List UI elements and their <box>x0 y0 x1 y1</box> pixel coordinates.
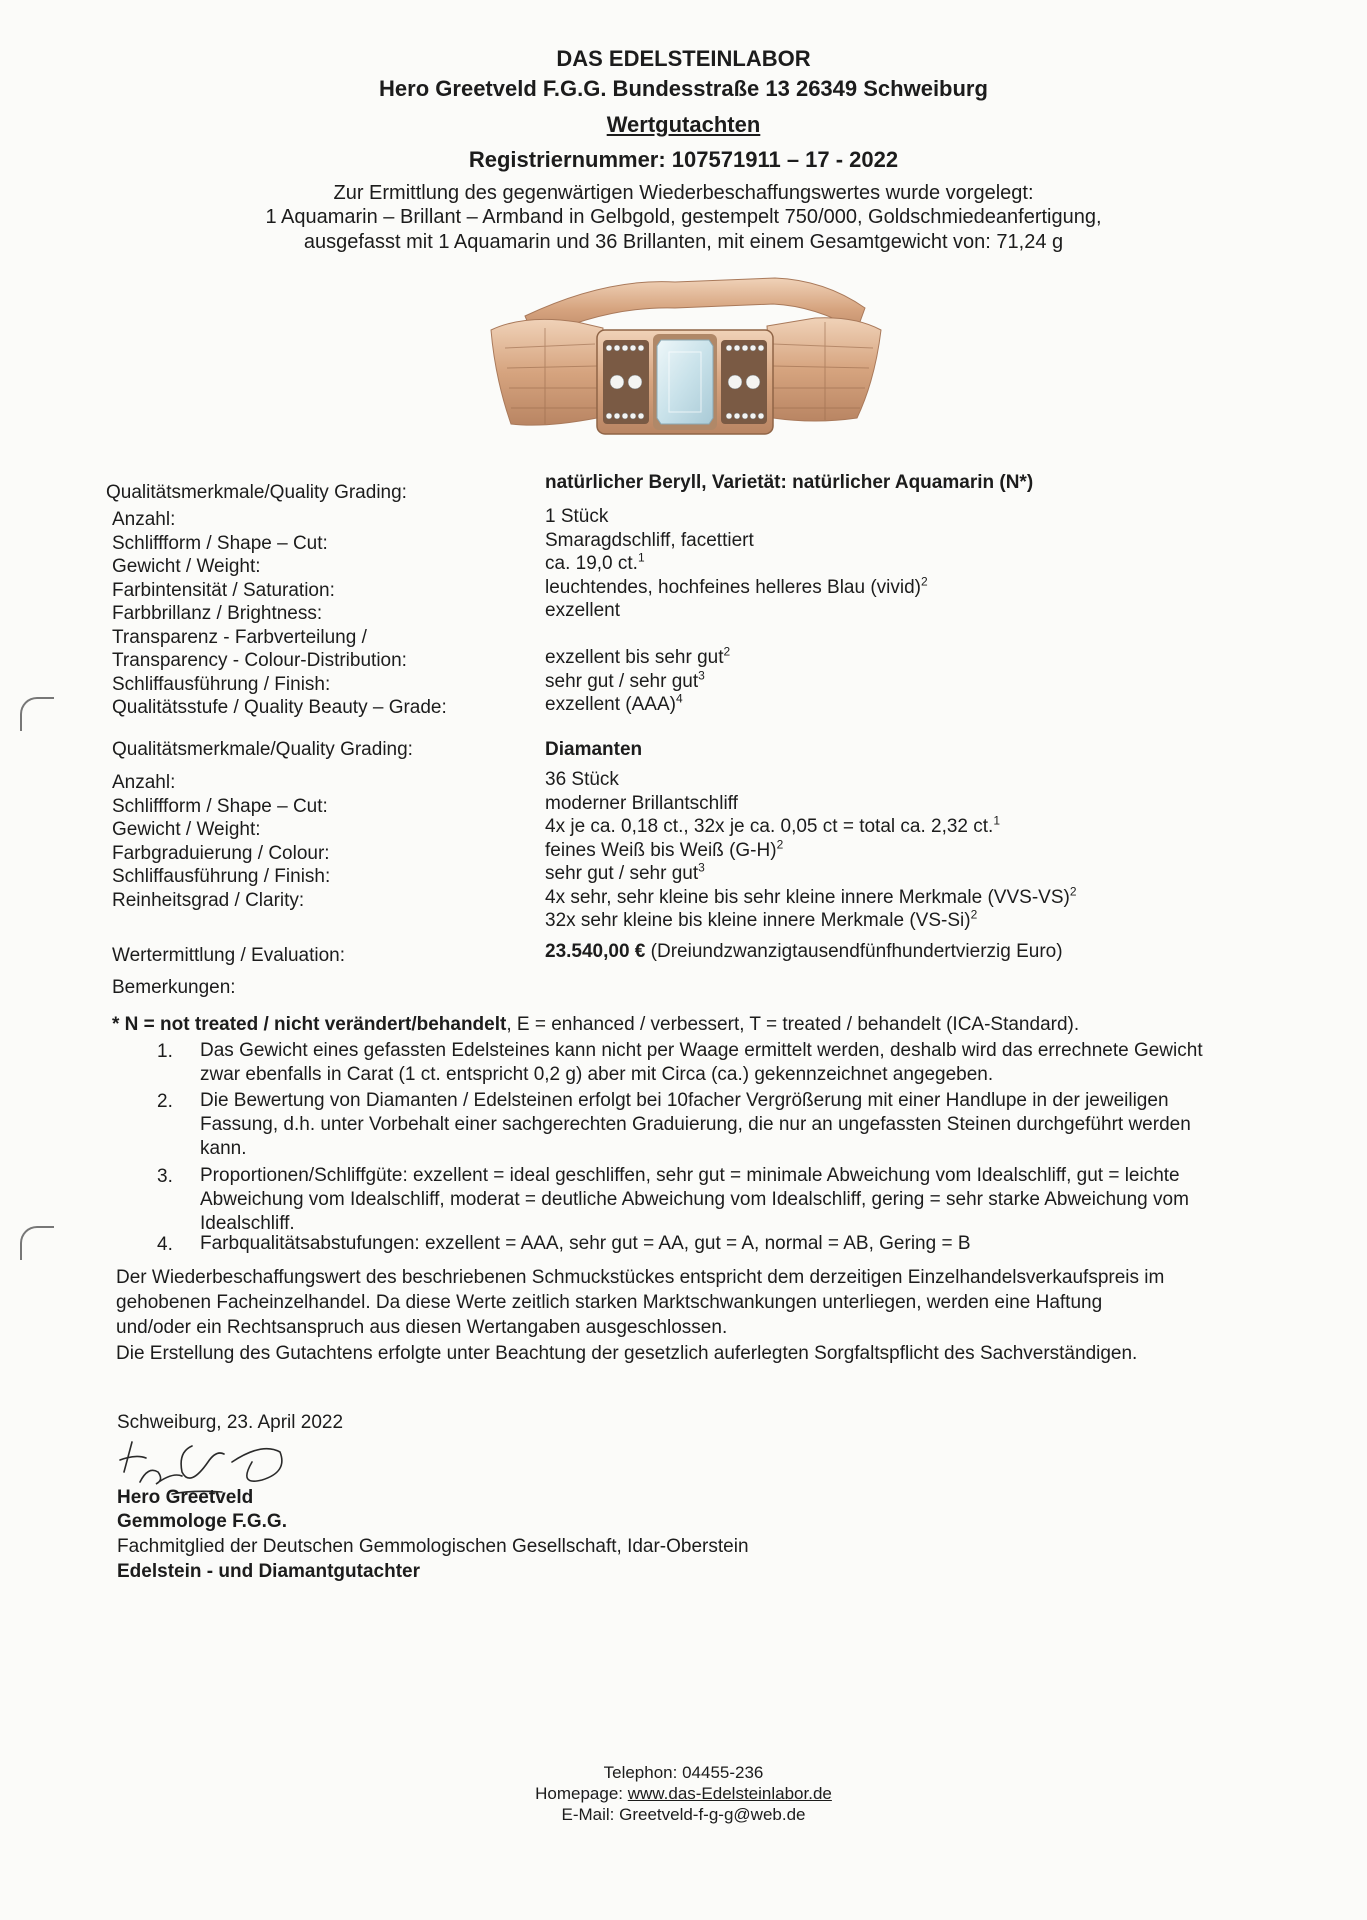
aquamarine-row-value <box>545 552 645 575</box>
document-type: Wertgutachten <box>606 112 761 137</box>
aquamarine-row-value <box>545 529 754 552</box>
aquamarine-row-label: Qualitätsstufe / Quality Beauty – Grade: <box>112 697 447 718</box>
aquamarine-row-label: Farbintensität / Saturation: <box>112 579 335 601</box>
legend-bold: * N = not treated / nicht verändert/behandelt <box>112 1014 507 1035</box>
aquamarine-row-footnote-ref: 2 <box>723 644 731 659</box>
diamond-row-value <box>545 886 1077 909</box>
aquamarine-grading-label: Qualitätsmerkmale/Quality Grading: <box>106 482 407 503</box>
aquamarine-row-footnote-ref: 1 <box>637 550 645 565</box>
bracelet-photo <box>485 268 885 460</box>
diamond-row-footnote-ref: 1 <box>993 813 1001 828</box>
diamond-row-label: Schliffausführung / Finish: <box>112 866 331 887</box>
intro-line-2: 1 Aquamarin – Brillant – Armband in Gelbgold, gestempelt 750/000, Goldschmiedeanfertigung, <box>265 206 1102 228</box>
aquamarine-row-label: Anzahl: <box>112 509 176 530</box>
aquamarine-grading-value: natürlicher Beryll, Varietät: natürlicher Aquamarin (N*) <box>545 472 1034 493</box>
aquamarine-row-label: Schliffform / Shape – Cut: <box>112 532 328 554</box>
footer-homepage-label: Homepage: <box>535 1784 628 1803</box>
footnote-2-text: Die Bewertung von Diamanten / Edelsteinen erfolgt bei 10facher Vergrößerung mit einer Handlupe in der jeweiligen Fassung, d.h. unter Vorbehalt einer sachgerechten Graduierung, die nur an ungefassten Steinen durchgeführt werden kann. <box>200 1090 1191 1159</box>
aquamarine-row-value-text: leuchtendes, hochfeines helleres Blau (vivid) <box>545 576 921 598</box>
diamond-row-value <box>545 909 977 932</box>
remarks-label: Bemerkungen: <box>112 977 236 998</box>
diamond-row-value-text: 4x sehr, sehr kleine bis sehr kleine innere Merkmale (VVS-VS) <box>545 886 1070 908</box>
registration-number: Registriernummer: 107571911 – 17 - 2022 <box>468 147 899 172</box>
diamond-row-value <box>545 862 705 885</box>
diamond-row-value-text: 4x je ca. 0,18 ct., 32x je ca. 0,05 ct = total ca. 2,32 ct. <box>545 816 994 837</box>
footer-phone: Telephon: 04455-236 <box>603 1763 764 1782</box>
diamond-row-value-text: feines Weiß bis Weiß (G-H) <box>545 839 777 861</box>
aquamarine-row-value-text: 1 Stück <box>545 506 609 527</box>
aquamarine-row-value-text: exzellent <box>545 600 620 621</box>
diamond-row-footnote-ref: 3 <box>698 860 705 875</box>
diamond-row-value <box>545 768 619 791</box>
aquamarine-row-footnote-ref: 2 <box>921 574 928 589</box>
diamond-row-footnote-ref: 2 <box>1069 884 1077 899</box>
diamond-row-footnote-ref: 2 <box>970 907 978 922</box>
evaluation-label: Wertermittlung / Evaluation: <box>112 945 346 966</box>
signatory-membership: Fachmitglied der Deutschen Gemmologischen Gesellschaft, Idar-Oberstein <box>117 1536 749 1557</box>
footnote-3-number: 3. <box>157 1166 173 1187</box>
diamond-grading-label: Qualitätsmerkmale/Quality Grading: <box>112 739 413 760</box>
signatory-role: Edelstein - und Diamantgutachter <box>117 1561 420 1582</box>
intro-line-1: Zur Ermittlung des gegenwärtigen Wiederbeschaffungswertes wurde vorgelegt: <box>333 182 1034 204</box>
diamond-row-label: Farbgraduierung / Colour: <box>112 842 330 864</box>
evaluation-amount-words: (Dreiundzwanzigtausendfünfhundertvierzig Euro) <box>650 941 1063 962</box>
aquamarine-row-label: Schliffausführung / Finish: <box>112 673 331 695</box>
aquamarine-row-footnote-ref: 3 <box>698 668 705 683</box>
homepage-link[interactable]: www.das-Edelsteinlabor.de <box>627 1784 832 1803</box>
diamond-row-value-text: sehr gut / sehr gut <box>545 863 699 884</box>
diamond-row-value-text: moderner Brillantschliff <box>545 792 738 814</box>
diamond-row-value <box>545 792 738 815</box>
punch-hole-bottom <box>20 1226 54 1260</box>
aquamarine-row-value <box>545 670 705 693</box>
disclaimer-paragraph: Der Wiederbeschaffungswert des beschriebenen Schmuckstückes entspricht dem derzeitigen Einzelhandelsverkaufspreis im gehobenen Facheinzelhandel. Da diese Werte zeitlich starken Marktschwankungen unterliegen, werden eine Haftung und/oder ein Rechtsanspruch aus diesen Wertangaben ausgeschlossen. <box>116 1267 1165 1338</box>
diamond-grading-value: Diamanten <box>545 739 643 760</box>
signatory-title: Gemmologe F.G.G. <box>117 1511 287 1532</box>
aquamarine-row-value-text: ca. 19,0 ct. <box>545 553 638 574</box>
diamond-row-footnote-ref: 2 <box>776 837 784 852</box>
place-date: Schweiburg, 23. April 2022 <box>117 1412 344 1433</box>
footnote-3-text: Proportionen/Schliffgüte: exzellent = ideal geschliffen, sehr gut = minimale Abweichung vom Idealschliff, gut = leichte Abweichung vom Idealschliff, moderat = deutliche Abweichung vom Idealschliff, gering = sehr starke Abweichung vom Idealschliff. <box>200 1165 1189 1234</box>
diamond-row-label: Schliffform / Shape – Cut: <box>112 795 328 817</box>
aquamarine-row-value <box>545 599 620 622</box>
evaluation-amount: 23.540,00 € <box>545 941 646 962</box>
aquamarine-row-label: Gewicht / Weight: <box>112 556 261 577</box>
aquamarine-row-footnote-ref: 4 <box>675 691 683 706</box>
aquamarine-row-value <box>545 646 730 669</box>
footnote-1-number: 1. <box>157 1041 173 1062</box>
signatory-name: Hero Greetveld <box>117 1487 254 1508</box>
aquamarine-row-value-text: sehr gut / sehr gut <box>545 670 699 692</box>
aquamarine-row-label: Transparenz - Farbverteilung / <box>112 626 367 648</box>
lab-name: DAS EDELSTEINLABOR <box>556 46 811 71</box>
aquamarine-row-label: Transparency - Colour-Distribution: <box>112 650 407 671</box>
footer-homepage <box>0 1784 1367 1804</box>
treatment-legend <box>112 1013 1079 1037</box>
aquamarine-row-value <box>545 693 683 716</box>
footer-email: E-Mail: Greetveld-f-g-g@web.de <box>561 1805 806 1824</box>
footnote-1-text: Das Gewicht eines gefassten Edelsteines kann nicht per Waage ermittelt werden, deshalb wird das errechnete Gewicht zwar ebenfalls in Carat (1 ct. entspricht 0,2 g) aber mit Circa (ca.) gekennzeichnet angegeben. <box>200 1040 1203 1085</box>
footnote-4-text: Farbqualitätsabstufungen: exzellent = AAA, sehr gut = AA, gut = A, normal = AB, Gering = B <box>200 1233 971 1254</box>
diamond-row-value <box>545 815 1000 838</box>
diamond-row-label: Reinheitsgrad / Clarity: <box>112 889 305 911</box>
diligence-paragraph: Die Erstellung des Gutachtens erfolgte unter Beachtung der gesetzlich auferlegten Sorgfaltspflicht des Sachverständigen. <box>116 1343 1138 1364</box>
diamond-row-label: Anzahl: <box>112 772 176 793</box>
aquamarine-row-label: Farbbrillanz / Brightness: <box>112 603 323 624</box>
diamond-row-value <box>545 839 783 862</box>
aquamarine-row-value-text: exzellent bis sehr gut <box>545 647 724 668</box>
diamond-row-value-text: 32x sehr kleine bis kleine innere Merkmale (VS-Si) <box>545 910 971 931</box>
evaluation-value <box>545 940 1063 963</box>
footnote-2-number: 2. <box>157 1091 173 1112</box>
intro-line-3: ausgefasst mit 1 Aquamarin und 36 Brillanten, mit einem Gesamtgewicht von: 71,24 g <box>303 231 1064 253</box>
footnote-4-number: 4. <box>157 1234 173 1255</box>
aquamarine-row-value-text: Smaragdschliff, facettiert <box>545 529 754 551</box>
lab-address: Hero Greetveld F.G.G. Bundesstraße 13 26349 Schweiburg <box>379 76 988 101</box>
diamond-row-label: Gewicht / Weight: <box>112 819 261 840</box>
aquamarine-row-value <box>545 505 608 528</box>
diamond-row-value-text: 36 Stück <box>545 769 619 790</box>
aquamarine-row-value-text: exzellent (AAA) <box>545 694 676 715</box>
punch-hole-top <box>20 697 54 731</box>
aquamarine-row-value <box>545 576 928 599</box>
legend-rest: , E = enhanced / verbessert, T = treated / behandelt (ICA-Standard). <box>506 1014 1080 1035</box>
